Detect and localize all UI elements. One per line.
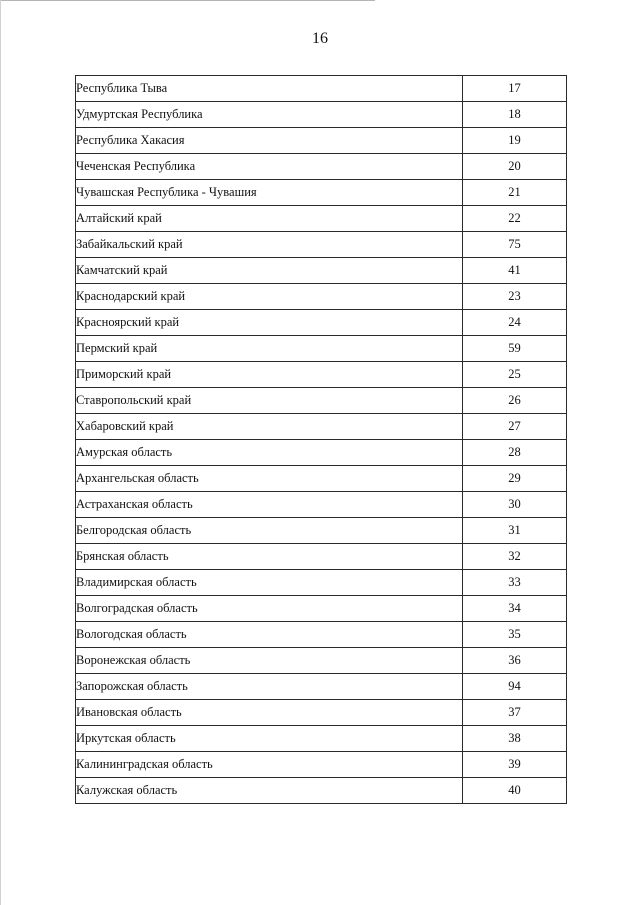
region-name-cell: Калининградская область bbox=[76, 752, 463, 778]
table-row bbox=[76, 310, 567, 336]
table-row bbox=[76, 440, 567, 466]
region-code-cell: 30 bbox=[463, 492, 567, 518]
top-rule bbox=[0, 0, 375, 1]
table-row bbox=[76, 570, 567, 596]
region-code-cell: 59 bbox=[463, 336, 567, 362]
region-code-cell: 31 bbox=[463, 518, 567, 544]
table-row bbox=[76, 414, 567, 440]
region-name-cell: Брянская область bbox=[76, 544, 463, 570]
page-left-edge bbox=[0, 0, 1, 905]
region-name-cell: Ставропольский край bbox=[76, 388, 463, 414]
table-row bbox=[76, 752, 567, 778]
region-code-cell: 34 bbox=[463, 596, 567, 622]
region-name-cell: Алтайский край bbox=[76, 206, 463, 232]
region-code-cell: 21 bbox=[463, 180, 567, 206]
region-code-cell: 28 bbox=[463, 440, 567, 466]
region-code-cell: 19 bbox=[463, 128, 567, 154]
table-row bbox=[76, 518, 567, 544]
region-name-cell: Астраханская область bbox=[76, 492, 463, 518]
table-row bbox=[76, 700, 567, 726]
regions-table bbox=[75, 75, 567, 804]
region-name-cell: Республика Хакасия bbox=[76, 128, 463, 154]
table-row bbox=[76, 492, 567, 518]
region-name-cell: Чеченская Республика bbox=[76, 154, 463, 180]
table-row bbox=[76, 674, 567, 700]
region-code-cell: 22 bbox=[463, 206, 567, 232]
region-code-cell: 37 bbox=[463, 700, 567, 726]
region-code-cell: 17 bbox=[463, 76, 567, 102]
regions-table-body bbox=[76, 76, 567, 804]
table-row bbox=[76, 284, 567, 310]
region-code-cell: 94 bbox=[463, 674, 567, 700]
region-name-cell: Вологодская область bbox=[76, 622, 463, 648]
region-name-cell: Камчатский край bbox=[76, 258, 463, 284]
table-row bbox=[76, 544, 567, 570]
region-name-cell: Красноярский край bbox=[76, 310, 463, 336]
region-name-cell: Чувашская Республика - Чувашия bbox=[76, 180, 463, 206]
region-name-cell: Удмуртская Республика bbox=[76, 102, 463, 128]
region-code-cell: 18 bbox=[463, 102, 567, 128]
table-row bbox=[76, 466, 567, 492]
region-name-cell: Волгоградская область bbox=[76, 596, 463, 622]
region-name-cell: Краснодарский край bbox=[76, 284, 463, 310]
table-row bbox=[76, 388, 567, 414]
region-code-cell: 24 bbox=[463, 310, 567, 336]
region-code-cell: 26 bbox=[463, 388, 567, 414]
page-number: 16 bbox=[312, 30, 328, 47]
region-name-cell: Запорожская область bbox=[76, 674, 463, 700]
table-row bbox=[76, 154, 567, 180]
table-row bbox=[76, 362, 567, 388]
region-code-cell: 40 bbox=[463, 778, 567, 804]
table-row bbox=[76, 778, 567, 804]
region-name-cell: Пермский край bbox=[76, 336, 463, 362]
region-code-cell: 39 bbox=[463, 752, 567, 778]
table-row bbox=[76, 648, 567, 674]
region-code-cell: 25 bbox=[463, 362, 567, 388]
table-row bbox=[76, 622, 567, 648]
region-code-cell: 29 bbox=[463, 466, 567, 492]
region-name-cell: Иркутская область bbox=[76, 726, 463, 752]
region-code-cell: 38 bbox=[463, 726, 567, 752]
region-name-cell: Забайкальский край bbox=[76, 232, 463, 258]
region-code-cell: 33 bbox=[463, 570, 567, 596]
region-name-cell: Республика Тыва bbox=[76, 76, 463, 102]
table-row bbox=[76, 128, 567, 154]
region-name-cell: Хабаровский край bbox=[76, 414, 463, 440]
region-name-cell: Приморский край bbox=[76, 362, 463, 388]
region-code-cell: 36 bbox=[463, 648, 567, 674]
table-row bbox=[76, 180, 567, 206]
region-code-cell: 20 bbox=[463, 154, 567, 180]
table-row bbox=[76, 596, 567, 622]
region-name-cell: Воронежская область bbox=[76, 648, 463, 674]
table-row bbox=[76, 726, 567, 752]
table-row bbox=[76, 102, 567, 128]
region-name-cell: Белгородская область bbox=[76, 518, 463, 544]
region-name-cell: Калужская область bbox=[76, 778, 463, 804]
region-code-cell: 75 bbox=[463, 232, 567, 258]
table-row bbox=[76, 206, 567, 232]
region-code-cell: 41 bbox=[463, 258, 567, 284]
table-row bbox=[76, 258, 567, 284]
region-code-cell: 32 bbox=[463, 544, 567, 570]
table-row bbox=[76, 76, 567, 102]
region-name-cell: Владимирская область bbox=[76, 570, 463, 596]
table-row bbox=[76, 336, 567, 362]
table-row bbox=[76, 232, 567, 258]
region-name-cell: Амурская область bbox=[76, 440, 463, 466]
region-name-cell: Архангельская область bbox=[76, 466, 463, 492]
region-code-cell: 23 bbox=[463, 284, 567, 310]
region-name-cell: Ивановская область bbox=[76, 700, 463, 726]
region-code-cell: 35 bbox=[463, 622, 567, 648]
region-code-cell: 27 bbox=[463, 414, 567, 440]
